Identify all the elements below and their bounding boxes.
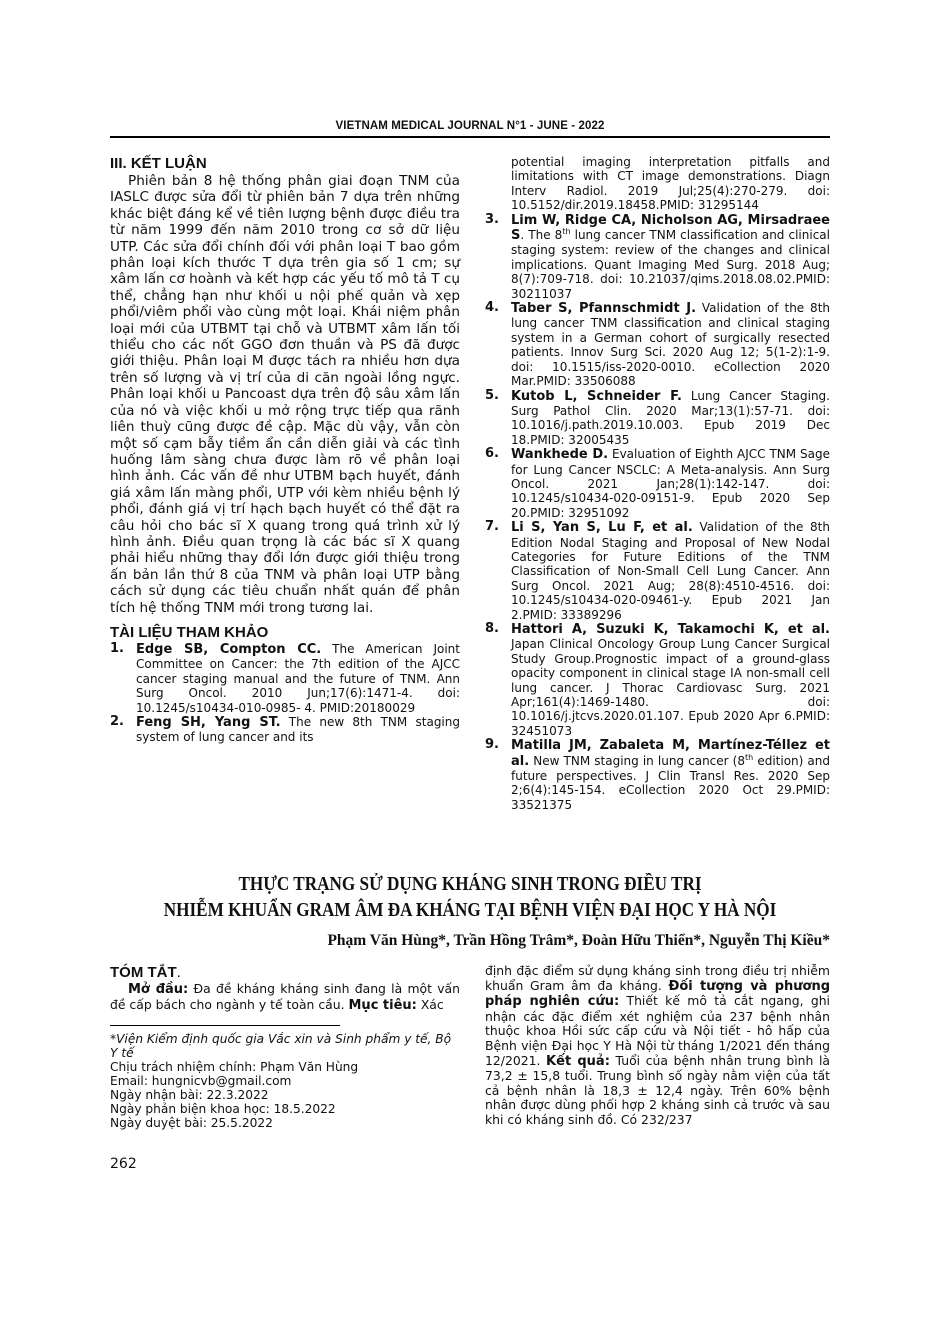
reference-text-pre: . The (520, 228, 555, 243)
page-number: 262 (110, 1156, 137, 1172)
reference-number: 7. (485, 519, 499, 535)
footnote-accepted: Ngày duyệt bài: 25.5.2022 (110, 1116, 273, 1131)
reference-number: 9. (485, 737, 499, 753)
left-column (110, 155, 460, 745)
reference-number: 5. (485, 387, 499, 403)
footnote-reviewed: Ngày phản biện khoa học: 18.5.2022 (110, 1102, 336, 1117)
footnote-email: Email: hungnicvb@gmail.com (110, 1074, 292, 1089)
reference-authors: Edge SB, Compton CC. (136, 641, 322, 657)
abstract-continued (485, 964, 830, 1128)
intro-text: Đa đề kháng kháng sinh đang là một vấn đề cấp bách cho ngành y tế toàn cầu. (110, 981, 460, 1012)
results-label: Kết quả: (546, 1053, 610, 1069)
methods-label: Đối tượng và phương pháp nghiên cứu: (485, 978, 831, 1010)
reference-text: Validation of the 8th lung cancer TNM classification and clinical staging system in a German cohort of surgically resected patients. Innov Surg Sci. 2020 Aug 12; 5(1-2):1-9. doi: 10.1515/iss-2020-0010. eCollection 2020 Mar.PMID: 33506088 (511, 301, 830, 389)
abstract-right-column (485, 964, 830, 1128)
footnote-responsible: Chịu trách nhiệm chính: Phạm Văn Hùng (110, 1060, 359, 1075)
abstract-title (110, 964, 460, 982)
reference-item (485, 213, 830, 301)
reference-text: Evaluation of Eighth AJCC TNM Sage for Lung Cancer NSCLC: A Meta-analysis. Ann Surg Oncol. 2021 Jan;28(1):142-147. doi: 10.1245/s10434-020-09151-9. Epub 2020 Sep 20.PMID: 32951092 (511, 447, 830, 520)
reference-number: 1. (110, 640, 124, 656)
reference-number: 3. (485, 211, 499, 227)
footnote-rule (110, 1025, 340, 1026)
references-title: TÀI LIỆU THAM KHẢO (110, 623, 269, 641)
reference-item (485, 738, 830, 812)
right-column (485, 155, 830, 812)
article-title-line-1: THỰC TRẠNG SỬ DỤNG KHÁNG SINH TRONG ĐIỀU TRỊ (238, 874, 702, 895)
reference-item (485, 520, 830, 622)
reference-text: The American Joint Committee on Cancer: the 7th edition of the AJCC cancer staging manual and the future of TNM. Ann Surg Oncol. 2010 Jun;17(6):1471-4. doi: 10.1245/s10434-010-0985- 4. PMID:20180029 (136, 641, 460, 715)
reference-authors: Li S, Yan S, Lu F, et al. (511, 520, 693, 536)
reference-text: Japan Clinical Oncology Group Lung Cancer Surgical Study Group.Prognostic impact of a ground-glass opacity component in clinical stage IA non-small cell lung cancer. J Thorac Cardiovasc Surg. 2021 Apr;161(4):1469-1480. doi: 10.1016/j.jtcvs.2020.01.107. Epub 2020 Apr 6.PMID: 32451073 (511, 637, 830, 738)
superscript-base: 8 (554, 228, 563, 243)
reference-item (485, 389, 830, 448)
article-authors: Phạm Văn Hùng*, Trần Hồng Trâm*, Đoàn Hữu Thiển*, Nguyễn Thị Kiều* (327, 932, 830, 949)
reference-authors: Feng SH, Yang ST. (136, 715, 281, 730)
header-rule (110, 136, 830, 138)
reference-authors: Hattori A, Suzuki K, Takamochi K, et al. (511, 622, 830, 637)
reference-authors: Kutob L, Schneider F. (511, 388, 682, 404)
abstract-left-column (110, 964, 460, 1130)
reference-number: 2. (110, 714, 124, 729)
running-head: VIETNAM MEDICAL JOURNAL N°1 - JUNE - 2022 (335, 120, 605, 132)
section-title-conclusion: III. KẾT LUẬN (110, 155, 207, 172)
reference-authors: Taber S, Pfannschmidt J. (511, 301, 697, 317)
reference-item (110, 642, 460, 715)
reference-text: The new 8th TNM staging system of lung cancer and its (136, 715, 460, 745)
reference-number: 8. (485, 621, 499, 636)
reference-text: Lung Cancer Staging. Surg Pathol Clin. 2020 Mar;13(1):57-71. doi: 10.1016/j.path.2019.10.003. Epub 2019 Dec 18.PMID: 32005435 (511, 388, 830, 447)
aim-text: Xác (416, 996, 444, 1012)
reference-authors: Lim W, Ridge CA, Nicholson AG, Mirsadraee S (511, 212, 830, 244)
reference-text-pre: New TNM staging in lung cancer ( (529, 753, 738, 768)
reference-continuation: potential imaging interpretation pitfalls and limitations with CT image demonstrations. Diagn Interv Radiol. 2019 Jul;25(4):270-279. doi: 10.5152/dir.2019.18458.PMID: 31295144 (511, 155, 830, 213)
reference-item (485, 447, 830, 520)
reference-number: 6. (485, 446, 499, 462)
methods-text: Thiết kế mô tả cắt ngang, ghi nhận các đặc điểm xét nghiệm của 237 bệnh nhân thuộc khoa Hồi sức cấp cứu và Nội tiết - hô hấp của Bệnh viện Đại học Y Hà Nội từ tháng 1/2021 đến tháng 12/2021. (485, 993, 831, 1068)
reference-text: edition) and future perspectives. J Clin Transl Res. 2020 Sep 2;6(4):145-154. eCollection 2020 Oct 29.PMID: 33521375 (511, 753, 830, 812)
superscript: th (562, 227, 571, 237)
reference-item (485, 301, 830, 388)
reference-text: Validation of the 8th Edition Nodal Staging and Proposal of New Nodal Categories for Future Editions of the TNM Classification of Non-Small Cell Lung Cancer. Ann Surg Oncol. 2021 Aug; 28(8):4510-4516. doi: 10.1245/s10434-020-09461-y. Epub 2021 Jan 2.PMID: 33389296 (511, 520, 830, 622)
abstract-intro (110, 982, 460, 1013)
reference-text: lung cancer TNM classification and clinical staging system: review of the changes and clinical implications. Quant Imaging Med Surg. 2018 Aug; 8(7):709-718. doi: 10.21037/qims.2018.08.02.PMID: 30211037 (511, 228, 830, 301)
superscript: th (745, 752, 754, 762)
aim-label: Mục tiêu: (348, 997, 417, 1013)
footnote-affiliation: *Viện Kiểm định quốc gia Vắc xin và Sinh phẩm y tế, Bộ Y tế (110, 1032, 452, 1061)
abstract-title-text: TÓM TẮT (110, 964, 177, 981)
footnote-received: Ngày nhận bài: 22.3.2022 (110, 1088, 269, 1103)
superscript-base: 8 (737, 753, 746, 768)
reference-number: 4. (485, 300, 499, 316)
results-text: Tuổi của bệnh nhân trung bình là 73,2 ± 15,8 tuổi. Trung bình số ngày nằm viện của tất cả bệnh nhân là 18,3 ± 12,4 ngày. Trên 60% bệnh nhân được dùng phối hợp 2 kháng sinh cả trước và sau khi có kháng sinh đồ. Có 232/237 (485, 1052, 831, 1127)
reference-item (110, 715, 460, 745)
reference-authors: Matilla JM, Zabaleta M, Martínez-Téllez et al. (511, 738, 830, 769)
article-title (153, 872, 787, 924)
reference-item (485, 622, 830, 738)
article-title-line-2: NHIỄM KHUẨN GRAM ÂM ĐA KHÁNG TẠI BỆNH VIỆN ĐẠI HỌC Y HÀ NỘI (163, 900, 777, 921)
conclusion-paragraph: Phiên bản 8 hệ thống phân giai đoạn TNM của IASLC được sửa đổi từ phiên bản 7 dựa trên những khác biệt đáng kể về tiên lượng bệnh được điều tra từ năm 1999 đến năm 2010 trong cơ sở dữ liệu UTP. Các sửa đổi chính đối với phân loại T bao gồm phân loại kích thước T dựa trên gia số 1 cm; sự xâm lấn cơ hoành và kết hợp các yếu tố mô tả T cụ thể, chẳng hạn như khối u nội phế quản và xẹp phổi/viêm phổi vào cùng một loại. Khái niệm phân loại mới của UTBMT tại chỗ và UTBMT xâm lấn tối thiểu cho các nốt GGO đơn thuần và PS đã được giới thiệu. Phân loại M được tách ra nhiều hơn dựa trên số lượng và vị trí của di căn ngoài lồng ngực. Phân loại khối u Pancoast dựa trên độ sâu xâm lấn của nó và việc khối u mở rộng trực tiếp qua rãnh liên thuỳ cũng được đề cập. Mặc dù vậy, vẫn còn một số cạm bẫy tiềm ẩn cần diễn giải và các tình huống lâm sàng chưa được làm rõ về phân loại hình ảnh. Các vấn đề như UTBM bạch huyết, đánh giá xâm lấn màng phổi, UTP với kèm nhiều bệnh lý phổi, đánh giá vị trí hạch bạch huyết có thể đặt ra câu hỏi cho bác sĩ X quang trong quá trình xử lý hình ảnh. Điều quan trọng là các bác sĩ X quang phải hiểu những thay đổi lớn được giới thiệu trong ấn bản lần thứ 8 của TNM và phân loại UTP bằng cách sử dụng các tiêu chuẩn nhất quán để phân tích hệ thống TNM mới trong tương lai. (110, 173, 460, 616)
intro-label: Mở đầu: (128, 982, 189, 997)
abstract-title-punct: . (176, 964, 181, 981)
aim-text-continued: định đặc điểm sử dụng kháng sinh trong điều trị nhiễm khuẩn Gram âm đa kháng. (485, 963, 830, 993)
reference-authors: Wankhede D. (511, 447, 609, 463)
